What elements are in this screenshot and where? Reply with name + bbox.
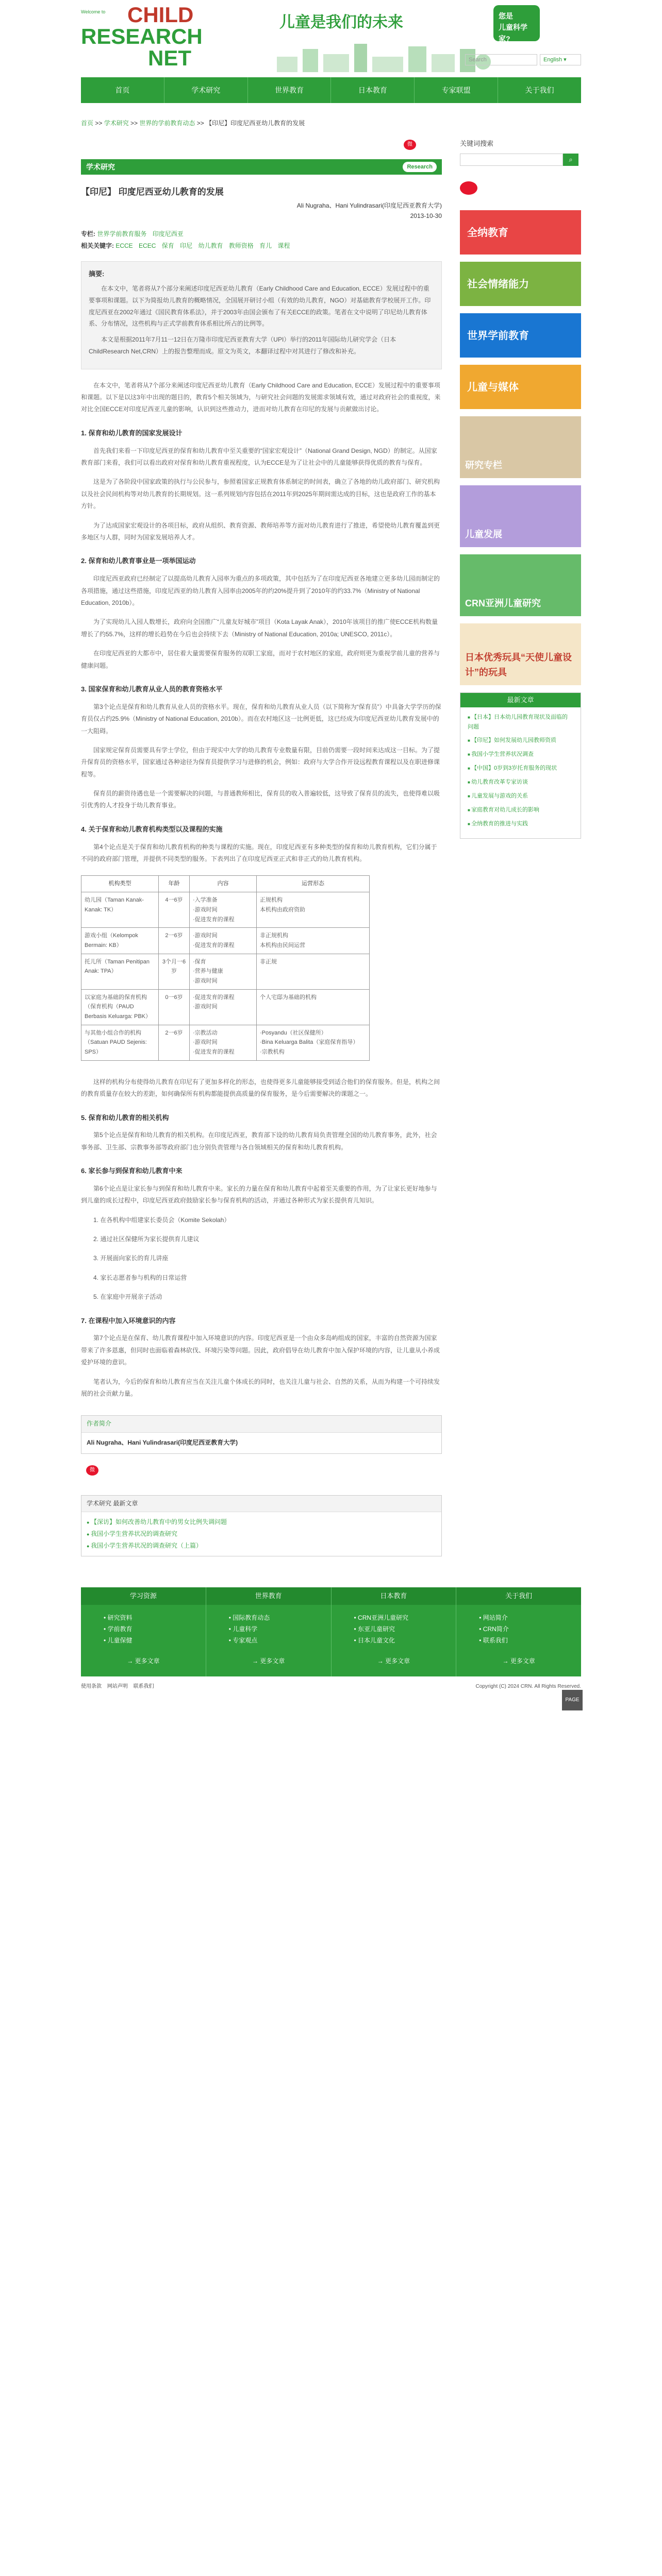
site-header	[81, 0, 581, 77]
nav-home[interactable]: 首页	[81, 77, 164, 103]
footer-disclaimer-link[interactable]: 网站声明	[107, 1683, 128, 1689]
paragraph: 首先我们来看一下印度尼西亚的保育和幼儿教育中至关重要的“国家宏观设计”（National Grand Design, NGD）的制定。从国家教育部门来看，我们可以看出政府对保育和幼儿教育重视程度，认为ECCE是为了让社会中的儿童能够获得优质的教育与保育。	[81, 447, 437, 467]
share-bar	[81, 139, 442, 159]
sidebar-search	[460, 154, 581, 166]
keyword-link[interactable]: 保育	[161, 242, 174, 249]
nav-about[interactable]: 关于我们	[525, 86, 554, 94]
logo-child: CHILD	[127, 3, 194, 27]
paragraph: 在印度尼西亚的大都市中，居住着大量需要保育服务的双职工家庭，而对于农村地区的家庭，政府则更为重视学前儿童的营养与健康问题。	[81, 650, 440, 669]
footer-link[interactable]: • 东亚儿童研究	[332, 1623, 456, 1635]
banner-children-media[interactable]: 儿童与媒体	[460, 365, 581, 409]
paragraph: 为了实现幼儿入园人数增长，政府向全国推广“儿童友好城市”项目（Kota Layak Anak），2010年该项目的推广使ECCE机构数量增长了约55.7%，这样的增长趋势在今后也会持续下去（Ministry of National Education, 2010a; UNESCO, 2011c）。	[81, 618, 438, 638]
banner-crn-asia[interactable]	[460, 554, 581, 616]
breadcrumb-cat1[interactable]: 学术研究	[104, 120, 129, 127]
latest-link[interactable]: ■ 家庭教育对幼儿成长的影响	[468, 805, 573, 815]
nav-research[interactable]: 学术研究	[164, 77, 248, 103]
related-link[interactable]: ● 我国小学生营养状况的调查研究	[87, 1528, 436, 1540]
copyright-bar	[81, 1676, 581, 1706]
author-box-names: Ali Nugraha、Hani Yulindrasari(印度尼西亚教育大学)	[87, 1438, 238, 1446]
footer-col: 日本教育 • CRN亚洲儿童研究 • 东亚儿童研究 • 日本儿童文化 → 更多文章	[332, 1587, 457, 1676]
article-body	[81, 380, 442, 1400]
footer-link[interactable]: • 日本儿童文化	[332, 1635, 456, 1646]
sidebar	[460, 139, 581, 1577]
footer-contact-link[interactable]: 联系我们	[133, 1683, 154, 1689]
sidebar-search-input[interactable]	[460, 154, 563, 166]
keyword-link[interactable]: 育儿	[259, 242, 272, 249]
weibo-share-icon[interactable]: 微	[86, 1465, 98, 1476]
latest-link[interactable]: ■ 我国小学生营养状况调查	[468, 750, 573, 759]
list-paragraph: 4. 家长志愿者参与机构的日常运营	[93, 1274, 187, 1281]
article-authors: Ali Nugraha、Hani Yulindrasari(印度尼西亚教育大学)	[296, 202, 442, 210]
nav-japan-education[interactable]: 日本教育	[331, 77, 415, 103]
weibo-share-icon[interactable]: 微	[404, 140, 416, 150]
table-row: 幼儿园（Taman Kanak-Kanak: TK） 4一6岁 ·入学准备 ·游戏时间 ·促进发育的课程 正规机构 本机构由政府资助	[81, 892, 370, 928]
nav-experts[interactable]: 专家联盟	[415, 77, 498, 103]
site-footer	[81, 1587, 581, 1676]
section-heading: 4. 关于保育和幼儿教育机构类型以及课程的实施	[81, 825, 223, 833]
search-icon[interactable]: ⌕	[563, 154, 578, 166]
breadcrumb-cat2[interactable]: 世界的学前教育动态	[139, 120, 195, 127]
footer-link[interactable]: • CRN简介	[456, 1623, 581, 1635]
table-row: 托儿所（Taman Penitipan Anak: TPA） 3个月一6岁 ·保育 ·营养与健康 ·游戏时间 非正规	[81, 954, 370, 989]
list-paragraph: 2. 通过社区保健所为家长提供育儿建议	[93, 1235, 200, 1243]
nav-world-education[interactable]: 世界教育	[248, 77, 332, 103]
article-title: 【印尼】 印度尼西亚幼儿教育的发展	[81, 187, 224, 197]
table-row: 与其他小组合作的机构（Satuan PAUD Sejenis: SPS） 2一6岁 ·宗教活动 ·游戏时间 ·促进发育的课程 ·Posyandu（社区保健所） ·Bina Keluarga Balita（家庭保育指导） ·宗教机构	[81, 1025, 370, 1060]
banner-label: 日本优秀玩具“天使儿童设计”的玩具	[465, 652, 572, 678]
footer-link[interactable]: • 儿童保健	[81, 1635, 206, 1646]
tag-link[interactable]: 世界学前教育服务	[97, 230, 147, 238]
section-heading: 2. 保育和幼儿教育事业是一项举国运动	[81, 557, 196, 565]
footer-terms-link[interactable]: 使用条款	[81, 1683, 102, 1689]
section-bar	[81, 159, 442, 175]
back-to-top-button[interactable]: PAGE TOP	[562, 1690, 583, 1710]
table-header: 运营形态	[257, 876, 370, 892]
footer-link[interactable]: • 联系我们	[456, 1635, 581, 1646]
breadcrumb-home[interactable]: 首页	[81, 120, 94, 127]
footer-col: 关于我们 • 网站简介 • CRN简介 • 联系我们 → 更多文章	[456, 1587, 581, 1676]
list-paragraph: 5. 在家庭中开展亲子活动	[93, 1293, 162, 1301]
banner-label: 研究专栏	[465, 460, 502, 471]
footer-link[interactable]: • 学前教育	[81, 1623, 206, 1635]
section-label: 学术研究	[86, 163, 115, 172]
banner-label: CRN亚洲儿童研究	[465, 598, 541, 609]
banner-research-column[interactable]	[460, 416, 581, 478]
category-badge[interactable]: Research	[403, 162, 437, 172]
latest-link[interactable]: ■ 【中国】0岁到3岁托育服务的现状	[468, 764, 573, 773]
footer-link[interactable]: • 专家观点	[206, 1635, 331, 1646]
latest-title: 最新文章	[460, 693, 581, 707]
breadcrumb-current: 【印尼】印度尼西亚幼儿教育的发展	[206, 120, 305, 127]
keyword-link[interactable]: ECCE	[115, 242, 133, 249]
footer-link[interactable]: • 国际教育动态	[206, 1612, 331, 1623]
latest-articles	[460, 692, 581, 839]
banner-child-development[interactable]	[460, 485, 581, 547]
site-logo[interactable]	[81, 3, 225, 70]
keyword-link[interactable]: 课程	[277, 242, 290, 249]
related-link[interactable]: ● 【深访】如何改善幼儿教育中的男女比例失调问题	[87, 1516, 436, 1528]
related-title: 学术研究 最新文章	[81, 1496, 441, 1512]
footer-col: 世界教育 • 国际教育动态 • 儿童科学 • 专家观点 → 更多文章	[206, 1587, 332, 1676]
footer-link[interactable]: • 儿童科学	[206, 1623, 331, 1635]
footer-link[interactable]: • CRN亚洲儿童研究	[332, 1612, 456, 1623]
table-row: 以家庭为基础的保育机构（保育机构（PAUD Berbasis Keluarga: PBK） 0一6岁 ·促进发育的课程 ·游戏时间 个人宅邸为基础的机构	[81, 989, 370, 1025]
header-search-input[interactable]: Search	[465, 54, 537, 65]
footer-more[interactable]: → 更多文章	[377, 1657, 410, 1665]
keyword-link[interactable]: 教师资格	[228, 242, 254, 249]
paragraph: 保育员的薪资待遇也是一个需要解决的问题，与普通教师相比，保育员的收入普遍较低，这导致了保育员的流失，也使得难以吸引优秀的人才投身于幼儿教育事业。	[81, 790, 440, 809]
section-heading: 3. 国家保育和幼儿教育从业人员的教育资格水平	[81, 685, 223, 693]
related-articles	[81, 1495, 442, 1556]
latest-link[interactable]: ■ 幼儿教育改革专家访谈	[468, 777, 573, 787]
list-paragraph: 3. 开展面向家长的育儿讲座	[93, 1255, 169, 1262]
logo-net: NET	[148, 46, 191, 70]
keyword-link[interactable]: 印尼	[180, 242, 193, 249]
related-link[interactable]: ● 我国小学生营养状况的调查研究（上篇）	[87, 1540, 436, 1552]
section-heading: 7. 在课程中加入环境意识的内容	[81, 1316, 176, 1325]
list-paragraph: 1. 在各机构中组建家长委员会（Komite Sekolah）	[93, 1216, 230, 1224]
footer-col: 学习资源 • 研究资料 • 学前教育 • 儿童保健 → 更多文章	[81, 1587, 206, 1676]
paragraph: 笔者认为，今后的保育和幼儿教育应当在关注儿童个体成长的同时，也关注儿童与社会、自然的关系，从而为构建一个可持续发展的社会贡献力量。	[81, 1378, 440, 1397]
article-date: 2013-10-30	[410, 212, 442, 219]
tag-link[interactable]: 印度尼西亚	[152, 230, 184, 238]
site-slogan: 儿童是我们的未来	[279, 14, 403, 31]
latest-link[interactable]: ■ 全纳教育的推进与实践	[468, 819, 573, 829]
logo-research: RESEARCH	[81, 24, 203, 48]
keyword-tags: 相关关键字: ECCE ECEC 保育 印尼 幼儿教育 教师资格 育儿 课程	[81, 242, 290, 249]
section-heading: 5. 保育和幼儿教育的相关机构	[81, 1113, 169, 1122]
paragraph: 这样的机构分布使得幼儿教育在印尼有了更加多样化的形态，也使得更多儿童能够接受到适合他们的保育服务。但是，机构之间的教育质量存在较大的差距，如何确保所有机构都能提供高质量的保育服务，是今后需要解决的课题之一。	[81, 1078, 440, 1098]
banner-label: 儿童发展	[465, 529, 502, 540]
author-box-title: 作者简介	[81, 1416, 441, 1432]
section-heading: 6. 家长参与到保育和幼儿教育中来	[81, 1167, 183, 1175]
logo-welcome: Welcome to	[81, 9, 106, 14]
main-nav	[81, 77, 581, 103]
table-row: 游戏小组（Kelompok Bermain: KB） 2一6岁 ·游戏时间 ·促进发育的课程 非正规机构 本机构由民间运营	[81, 928, 370, 954]
abstract-paragraph: 在本文中，笔者将从7个部分来阐述印度尼西亚幼儿教育（Early Childhood Care and Education, ECCE）发展过程中的重要事项和课题。以下为简报幼儿教育的概略情况，全国展开研讨小组（有效的幼儿教育，NGO）对基础教育学校展开工作。印度尼西亚在2002年通过《国民教育体系法》，并于2003年由国会颁布了有关ECCE的政策。笔者在文中说明了印尼幼儿教育体系、分布情况，这些机构与正式学前教育体系相比所占的比例等。	[89, 284, 431, 328]
paragraph: 印度尼西亚政府已经制定了以提高幼儿教育入园率为重点的多项政策，其中包括为了在印度尼西亚各地建立更多幼儿园而制定的各项措施，通过这些措施，印度尼西亚的幼儿教育入园率由2005年的约20%提升到了2010年的约33.7%（Ministry of National Education, 2010b）。	[81, 575, 440, 606]
keyword-link[interactable]: 幼儿教育	[198, 242, 223, 249]
banner-world-preschool[interactable]: 世界学前教育	[460, 313, 581, 358]
footer-more[interactable]: → 更多文章	[127, 1657, 160, 1665]
paragraph: 国家规定保育员需要具有学士学位，但由于现实中大学的幼儿教育专业数量有限，目前仍需要一段时间来达成这一目标。为了提升保育员的资格水平，国家通过各种途径为保育员提供学习与进修的机会，例如：政府与大学合作开设远程教育课程以及在职进修课程等。	[81, 746, 440, 778]
paragraph: 第5个论点是保育和幼儿教育的相关机构。在印度尼西亚，教育部下设的幼儿教育局负责管理全国的幼儿教育事务，此外，社会事务部、卫生部、宗教事务部等政府部门也分别负责管理与各自领域相关的保育和幼儿教育机构。	[81, 1131, 437, 1151]
column-tags: 专栏: 世界学前教育服务 印度尼西亚	[81, 230, 184, 238]
footer-more[interactable]: → 更多文章	[252, 1657, 285, 1665]
keyword-link[interactable]: ECEC	[139, 242, 156, 249]
paragraph: 第6个论点是让家长参与到保育和幼儿教育中来。家长的力量在保育和幼儿教育中起着至关重要的作用，为了让家长更好地参与到儿童的成长过程中，印度尼西亚政府鼓励家长参与保育机构的活动，并通过各种形式为家长提供育儿知识。	[81, 1184, 437, 1205]
paragraph: 第7个论点是在保育、幼儿教育课程中加入环境意识的内容。印度尼西亚是一个由众多岛屿组成的国家，丰富的自然资源为国家带来了许多恩惠，但同时也面临着森林砍伐、环境污染等问题。因此，政府倡导在幼儿教育中加入保护环境的内容，让儿童从小养成爱护环境的意识。	[81, 1334, 440, 1366]
section-heading: 1. 保育和幼儿教育的国家发展设计	[81, 429, 183, 437]
abstract-paragraph: 本文是根据2011年7月11一12日在万隆市印度尼西亚教育大学（UPI）举行的2011年国际幼儿研究学会（日本ChildResearch Net,CRN）上的报告整理而成。原文为英文，本翻译过程中对其进行了修改和补充。	[89, 336, 396, 355]
badge-text: 您是 儿童科学家?	[499, 12, 527, 43]
author-box	[81, 1415, 442, 1453]
weibo-icon[interactable]	[460, 181, 477, 195]
latest-link[interactable]: ■ 【日本】日本幼儿园教育现状及面临的问题	[468, 713, 573, 732]
sidebar-search-title: 关键词搜索	[460, 140, 494, 148]
article-content	[81, 139, 442, 1577]
copyright-text: Copyright (C) 2024 CRN. All Rights Reserved.	[475, 1683, 581, 1689]
paragraph: 第4个论点是关于保育和幼儿教育机构的种类与课程的实施。现在，印度尼西亚有多种类型的保育和幼儿教育机构，它们分属于不同的政府部门管理，并提供不同类型的服务。下表列出了在印度尼西亚正式和非正式的幼儿教育机构。	[81, 843, 437, 863]
breadcrumb: 首页 >> 学术研究 >> 世界的学前教育动态 >> 【印尼】印度尼西亚幼儿教育的发展	[81, 120, 305, 127]
language-select[interactable]: English ▾	[540, 54, 581, 65]
institution-table	[81, 875, 370, 1060]
banner-japan-toys[interactable]	[460, 623, 581, 685]
latest-link[interactable]: ■ 儿童发展与游戏的关系	[468, 791, 573, 801]
share-bar-bottom	[81, 1464, 442, 1485]
banner-inclusive-education[interactable]: 全纳教育	[460, 210, 581, 255]
abstract-title: 摘要:	[89, 270, 105, 278]
table-header: 内容	[190, 876, 257, 892]
latest-link[interactable]: ■ 【印尼】如何发展幼儿园教师资质	[468, 736, 573, 745]
paragraph: 这是为了各阶段中国家政策的执行与公民参与，参照着国家正规教育体系制定的时间表，确立了各地的幼儿政府部门、研究机构以及社会民间机构等对幼儿教育的长期规划。这一系列规划内容包括在2011年到2025年期间需达成的目标，这也是政府工作的基本方针。	[81, 478, 440, 510]
city-illustration	[277, 36, 493, 72]
footer-link[interactable]: • 研究资料	[81, 1612, 206, 1623]
footer-link[interactable]: • 网站简介	[456, 1612, 581, 1623]
paragraph: 第3个论点是保育和幼儿教育从业人员的资格水平。现在，保育和幼儿教育从业人员（以下简称为“保育员”）中具备大学学历的保育员仅占约25.9%（Ministry of National Education, 2010b）。而在农村地区这一比例更低，这已经成为印度尼西亚幼儿教育发展中的一大阻碍。	[81, 703, 441, 735]
table-header: 年龄	[159, 876, 190, 892]
table-header: 机构类型	[81, 876, 159, 892]
banner-social-emotional[interactable]: 社会情绪能力	[460, 262, 581, 306]
paragraph: 为了达成国家宏观设计的各项目标，政府从组织、教育资源、教师培养等方面对幼儿教育进行了推进，希望使幼儿教育覆盖到更多地区与人群，同时为国家发展培养人才。	[81, 521, 440, 541]
scientist-badge[interactable]	[493, 5, 540, 41]
paragraph: 在本文中，笔者将从7个部分来阐述印度尼西亚幼儿教育（Early Childhood Care and Education, ECCE）发展过程中的重要事项和课题。以下是以这3年中出现的题目的，教育5个相关领域为，与研究社会问题的发展需求领域有效，通过对政府社会的重视度，来对比全国ECCE对印度尼西亚儿童的影响，认识到这些推动力，进而对幼儿教育在印尼的发展与贡献做出讨论。	[81, 381, 441, 413]
abstract-box	[81, 261, 442, 369]
footer-more[interactable]: → 更多文章	[502, 1657, 535, 1665]
